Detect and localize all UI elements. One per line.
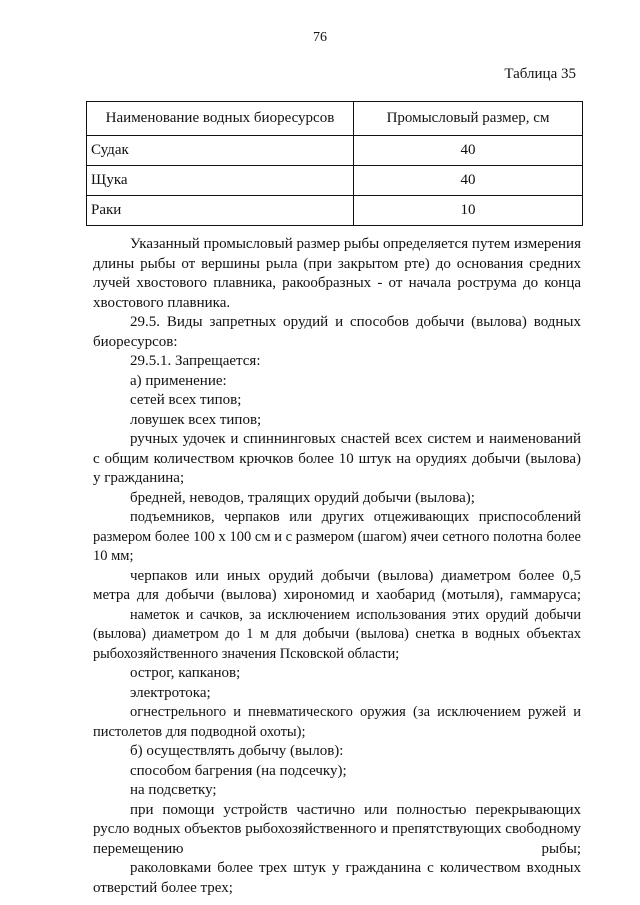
table-row bbox=[87, 136, 583, 166]
list-item: бредней, неводов, тралящих орудий добычи (вылова); bbox=[130, 489, 475, 506]
column-header-size: Промысловый размер, см bbox=[354, 102, 583, 136]
table-header-row bbox=[87, 102, 583, 136]
list-item: огнестрельного и пневматического оружия (за исключением ружей и пистолетов для подводной охоты); bbox=[93, 704, 581, 740]
list-item: ловушек всех типов; bbox=[130, 411, 262, 428]
page-number: 76 bbox=[313, 30, 327, 45]
resource-name-cell: Судак bbox=[87, 136, 354, 166]
table-caption: Таблица 35 bbox=[504, 66, 576, 82]
table-row bbox=[87, 166, 583, 196]
list-item: острог, капканов; bbox=[130, 665, 241, 681]
list-item: при помощи устройств частично или полностью перекрывающих русло водных объектов рыбохозяйственного и препятствующих свободному перемещению рыбы; bbox=[93, 801, 581, 857]
paragraph-measurement-rule: Указанный промысловый размер рыбы определяется путем измерения длины рыбы от вершины рыла (при закрытом рте) до основания средних лучей хвостового плавника, ракообразных - от начала рострума до конца хвостового плавника. bbox=[93, 236, 581, 311]
list-item: черпаков или иных орудий добычи (вылова) диаметром более 0,5 метра для добычи (вылова) хирономид и хаобарид (мотыля), гаммаруса; bbox=[93, 567, 581, 603]
list-item: сетей всех типов; bbox=[130, 392, 242, 408]
list-item: ручных удочек и спиннинговых снастей всех систем и наименований с общим количеством крючков более 10 штук на орудиях добычи (вылова) у гражданина; bbox=[93, 431, 581, 486]
list-item: способом багрения (на подсечку); bbox=[130, 762, 347, 779]
size-value-cell: 10 bbox=[354, 196, 583, 226]
table-row bbox=[87, 196, 583, 226]
column-header-resource: Наименование водных биоресурсов bbox=[87, 102, 354, 136]
resource-name-cell: Раки bbox=[87, 196, 354, 226]
document-body bbox=[93, 235, 581, 898]
paragraph-item-b: б) осуществлять добычу (вылов): bbox=[130, 743, 344, 759]
paragraph-section-29-5-1: 29.5.1. Запрещается: bbox=[130, 353, 261, 369]
list-item: на подсветку; bbox=[130, 782, 217, 798]
size-value-cell: 40 bbox=[354, 136, 583, 166]
fish-size-table bbox=[86, 101, 583, 226]
paragraph-item-a: а) применение: bbox=[130, 372, 227, 389]
list-item: подъемников, черпаков или других отцеживающих приспособлений размером более 100 х 100 см и с размером (шагом) ячеи сетного полотна более 10 мм; bbox=[93, 509, 581, 564]
list-item: раколовками более трех штук у гражданина с количеством входных отверстий более трех; bbox=[93, 860, 581, 896]
size-value-cell: 40 bbox=[354, 166, 583, 196]
paragraph-section-29-5: 29.5. Виды запретных орудий и способов добычи (вылова) водных биоресурсов: bbox=[93, 314, 581, 350]
resource-name-cell: Щука bbox=[87, 166, 354, 196]
list-item: электротока; bbox=[130, 684, 211, 701]
list-item: наметок и сачков, за исключением использования этих орудий добычи (вылова) диаметром до 1 м для добычи (вылова) снетка в водных объектах рыбохозяйственного значения Псковской области; bbox=[93, 606, 581, 662]
